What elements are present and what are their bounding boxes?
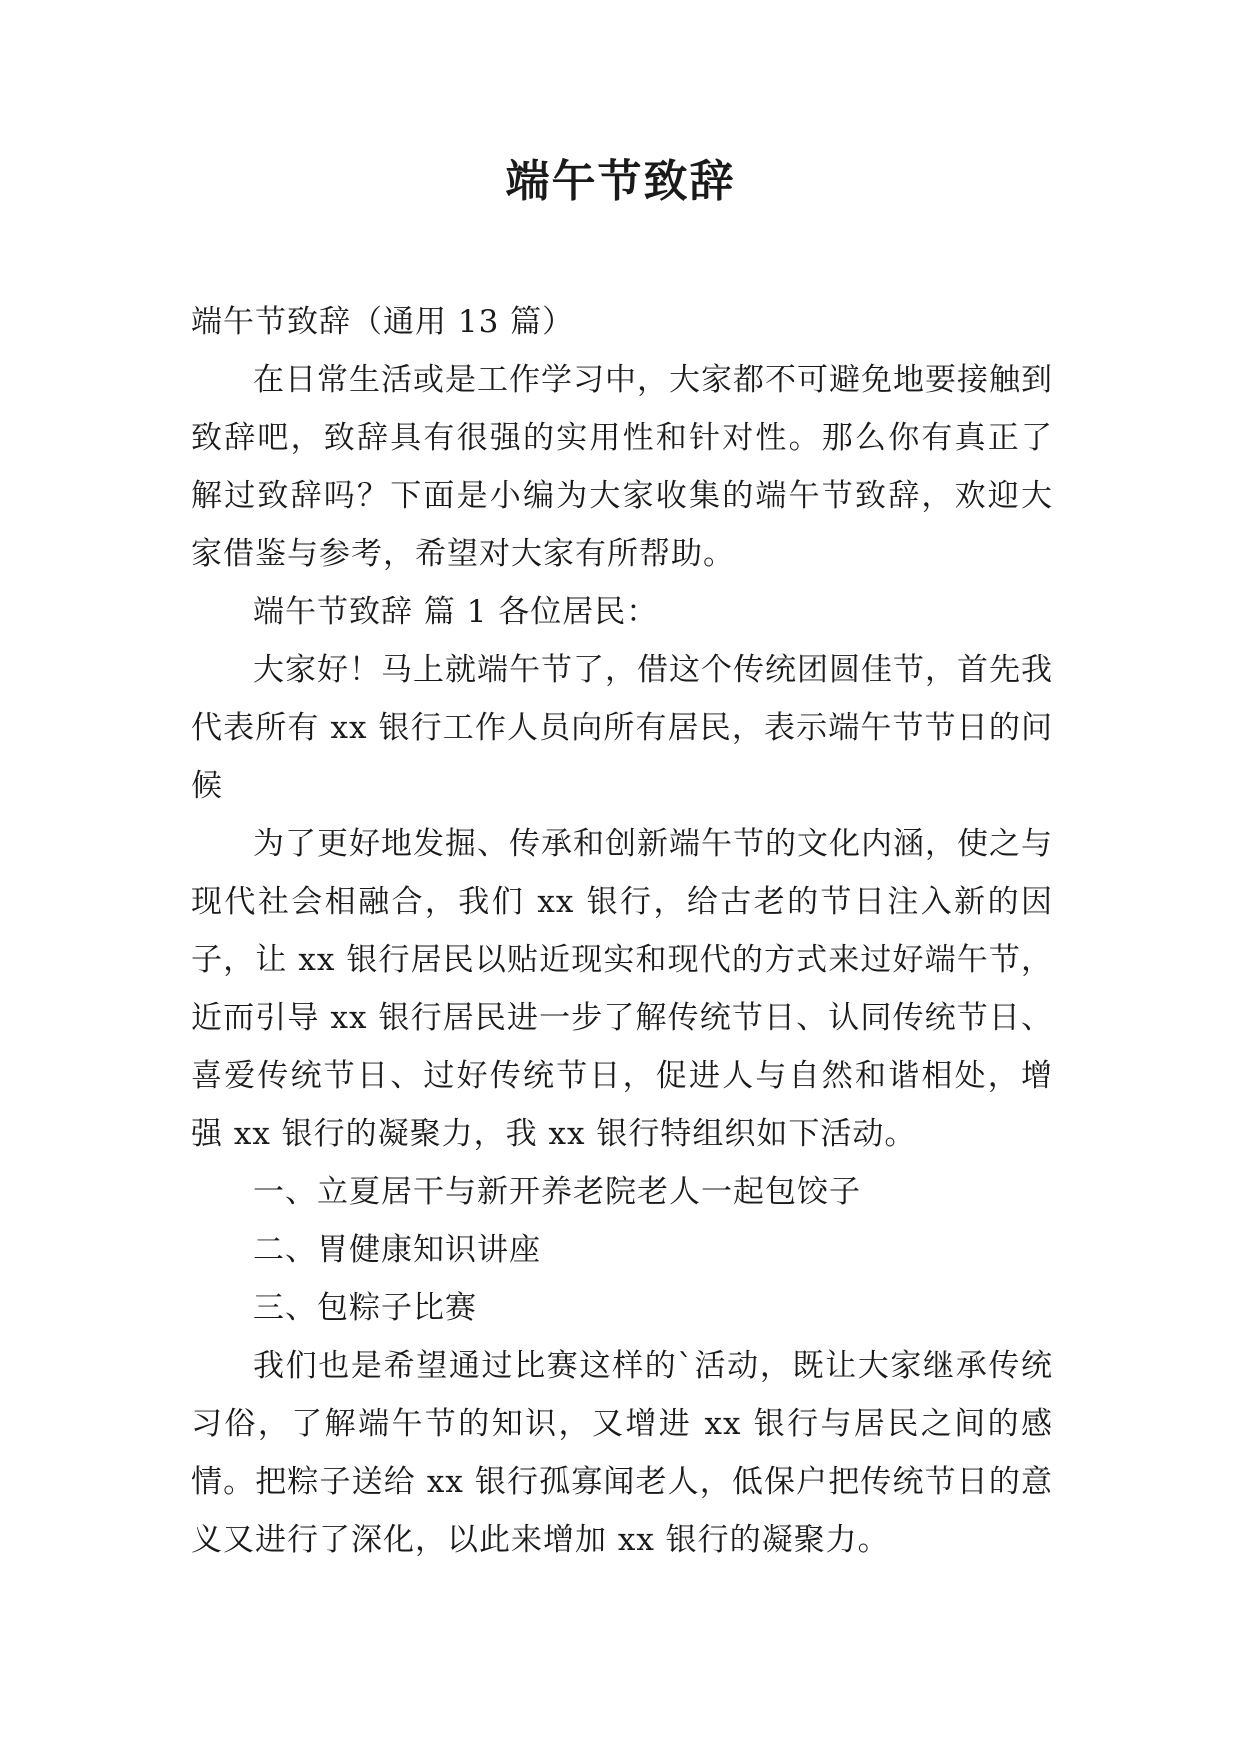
- closing-paragraph: 我们也是希望通过比赛这样的`活动，既让大家继承传统习俗，了解端午节的知识，又增进 xx 银行与居民之间的感情。把粽子送给 xx 银行孤寡闻老人，低保户把传统节日的意义又进行了深化，以此来增加 xx 银行的凝聚力。: [191, 1348, 1053, 1558]
- document-subtitle: 端午节致辞（通用 13 篇）: [191, 304, 575, 340]
- section-heading: 端午节致辞 篇 1 各位居民：: [253, 594, 659, 630]
- intro-paragraph: 在日常生活或是工作学习中，大家都不可避免地要接触到致辞吧，致辞具有很强的实用性和针对性。那么你有真正了解过致辞吗？下面是小编为大家收集的端午节致辞，欢迎大家借鉴与参考，希望对大家有所帮助。: [191, 362, 1053, 572]
- activity-item-3: 三、包粽子比赛: [253, 1290, 477, 1326]
- document-body: [191, 293, 1053, 1569]
- activity-item-2: 二、胃健康知识讲座: [253, 1232, 541, 1268]
- purpose-paragraph: 为了更好地发掘、传承和创新端午节的文化内涵，使之与现代社会相融合，我们 xx 银行，给古老的节日注入新的因子，让 xx 银行居民以贴近现实和现代的方式来过好端午节，近而引导 xx 银行居民进一步了解传统节日、认同传统节日、喜爱传统节日、过好传统节日，促进人与自然和谐相处，增强 xx 银行的凝聚力，我 xx 银行特组织如下活动。: [191, 826, 1053, 1152]
- document-title: 端午节致辞: [505, 156, 736, 207]
- greeting-paragraph: 大家好！马上就端午节了，借这个传统团圆佳节，首先我代表所有 xx 银行工作人员向所有居民，表示端午节节日的问候: [191, 652, 1053, 804]
- activity-item-1: 一、立夏居干与新开养老院老人一起包饺子: [253, 1174, 861, 1210]
